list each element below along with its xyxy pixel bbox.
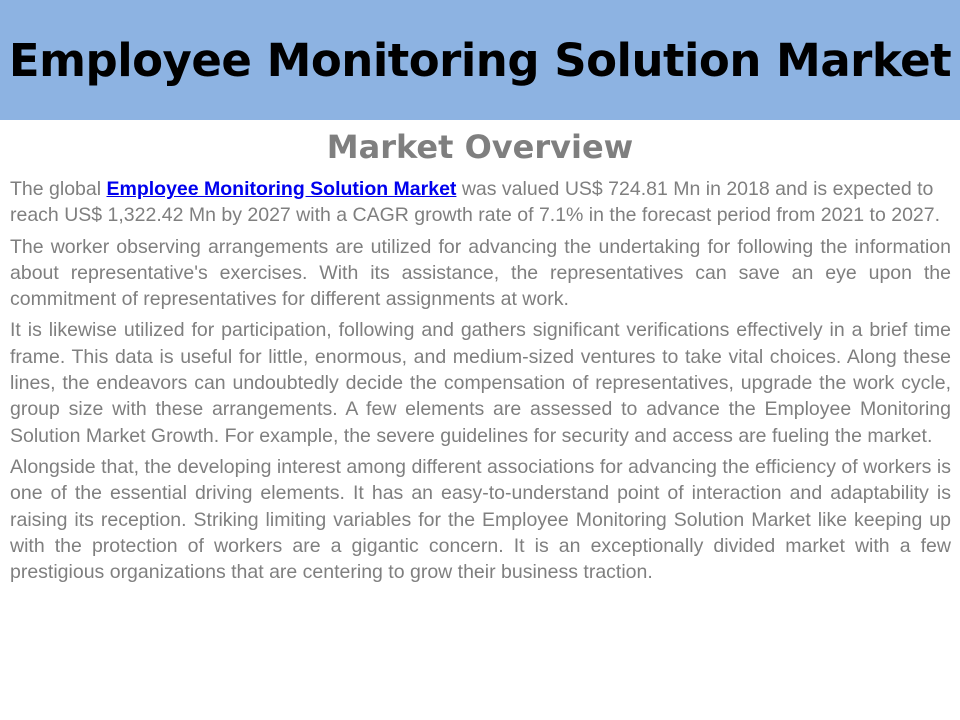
slide-title: Employee Monitoring Solution Market: [8, 33, 952, 87]
body-paragraph: Alongside that, the developing interest among different associations for advancing the efficiency of workers is one of the essential driving elements. It has an easy-to-understand point of interaction and adaptability is raising its reception. Striking limiting variables for the Employee Monitoring Solution Market like keeping up with the protection of workers are a gigantic concern. It is an exceptionally divided market with a few prestigious organizations that are centering to grow their business traction.: [10, 455, 951, 584]
body-paragraph: It is likewise utilized for participation, following and gathers significant verifications effectively in a brief time frame. This data is useful for little, enormous, and medium-sized ventures to take vital choices. Along these lines, the endeavors can undoubtedly decide the compensation of representatives, upgrade the work cycle, group size with these arrangements. A few elements are assessed to advance the Employee Monitoring Solution Market Growth. For example, the severe guidelines for security and access are fueling the market.: [10, 319, 951, 447]
intro-text-before: The global: [10, 178, 107, 200]
title-banner: [0, 0, 960, 120]
intro-paragraph: [10, 176, 951, 229]
market-report-link[interactable]: Employee Monitoring Solution Market: [106, 178, 457, 200]
body-content: [10, 176, 951, 590]
body-paragraph: The worker observing arrangements are utilized for advancing the undertaking for following the information about representative's exercises. With its assistance, the representatives can save an eye upon the commitment of representatives for different assignments at work.: [10, 235, 951, 311]
section-heading: Market Overview: [326, 128, 634, 166]
intro-text-after: was valued US$ 724.81 Mn in 2018 and is expected to reach US$ 1,322.42 Mn by 2027 with a CAGR growth rate of 7.1% in the forecast period from 2021 to 2027.: [10, 178, 941, 227]
